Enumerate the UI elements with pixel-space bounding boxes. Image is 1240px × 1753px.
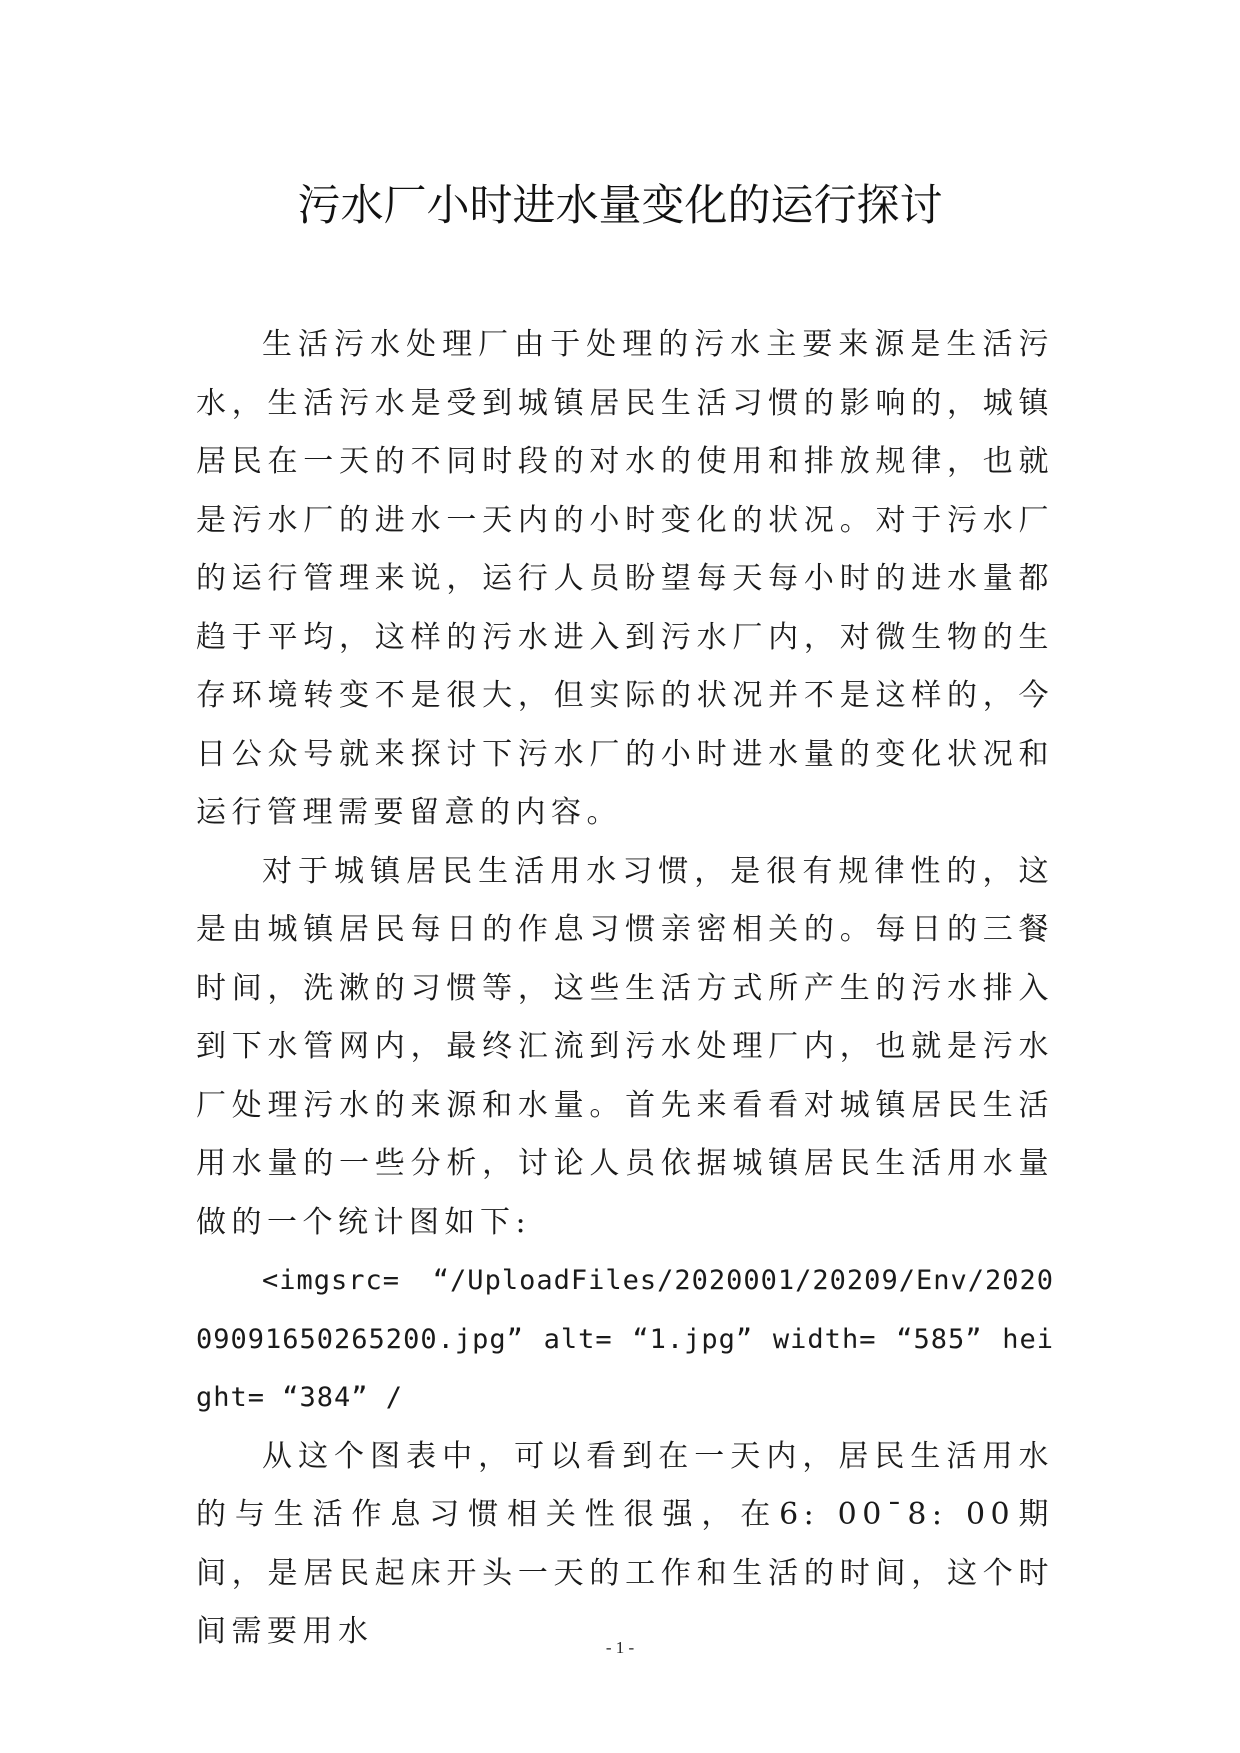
document-body xyxy=(196,316,1054,1662)
page-number: - 1 - xyxy=(605,1638,635,1657)
paragraph-intro: 生活污水处理厂由于处理的污水主要来源是生活污水，生活污水是受到城镇居民生活习惯的影响的，城镇居民在一天的不同时段的对水的使用和排放规律，也就是污水厂的进水一天内的小时变化的状况。对于污水厂的运行管理来说，运行人员盼望每天每小时的进水量都趋于平均，这样的污水进入到污水厂内，对微生物的生存环境转变不是很大，但实际的状况并不是这样的，今日公众号就来探讨下污水厂的小时进水量的变化状况和运行管理需要留意的内容。 xyxy=(196,327,1054,830)
paragraph-chart-analysis: 从这个图表中，可以看到在一天内，居民生活用水的与生活作息习惯相关性很强，在6: 00¯8: 00期间，是居民起床开头一天的工作和生活的时间，这个时间需要用水 xyxy=(196,1438,1054,1649)
paragraph-image-tag-text: <imgsrc= “/UploadFiles/2020001/20209/Env/202009091650265200.jpg” alt= “1.jpg” width= “585” height= “384” / xyxy=(196,1265,1054,1413)
paragraph-living-habits: 对于城镇居民生活用水习惯，是很有规律性的，这是由城镇居民每日的作息习惯亲密相关的。每日的三餐时间，洗漱的习惯等，这些生活方式所产生的污水排入到下水管网内，最终汇流到污水处理厂内，也就是污水厂处理污水的来源和水量。首先来看看对城镇居民生活用水量的一些分析，讨论人员依据城镇居民生活用水量做的一个统计图如下: xyxy=(196,853,1054,1240)
document-title: 污水厂小时进水量变化的运行探讨 xyxy=(297,181,943,231)
